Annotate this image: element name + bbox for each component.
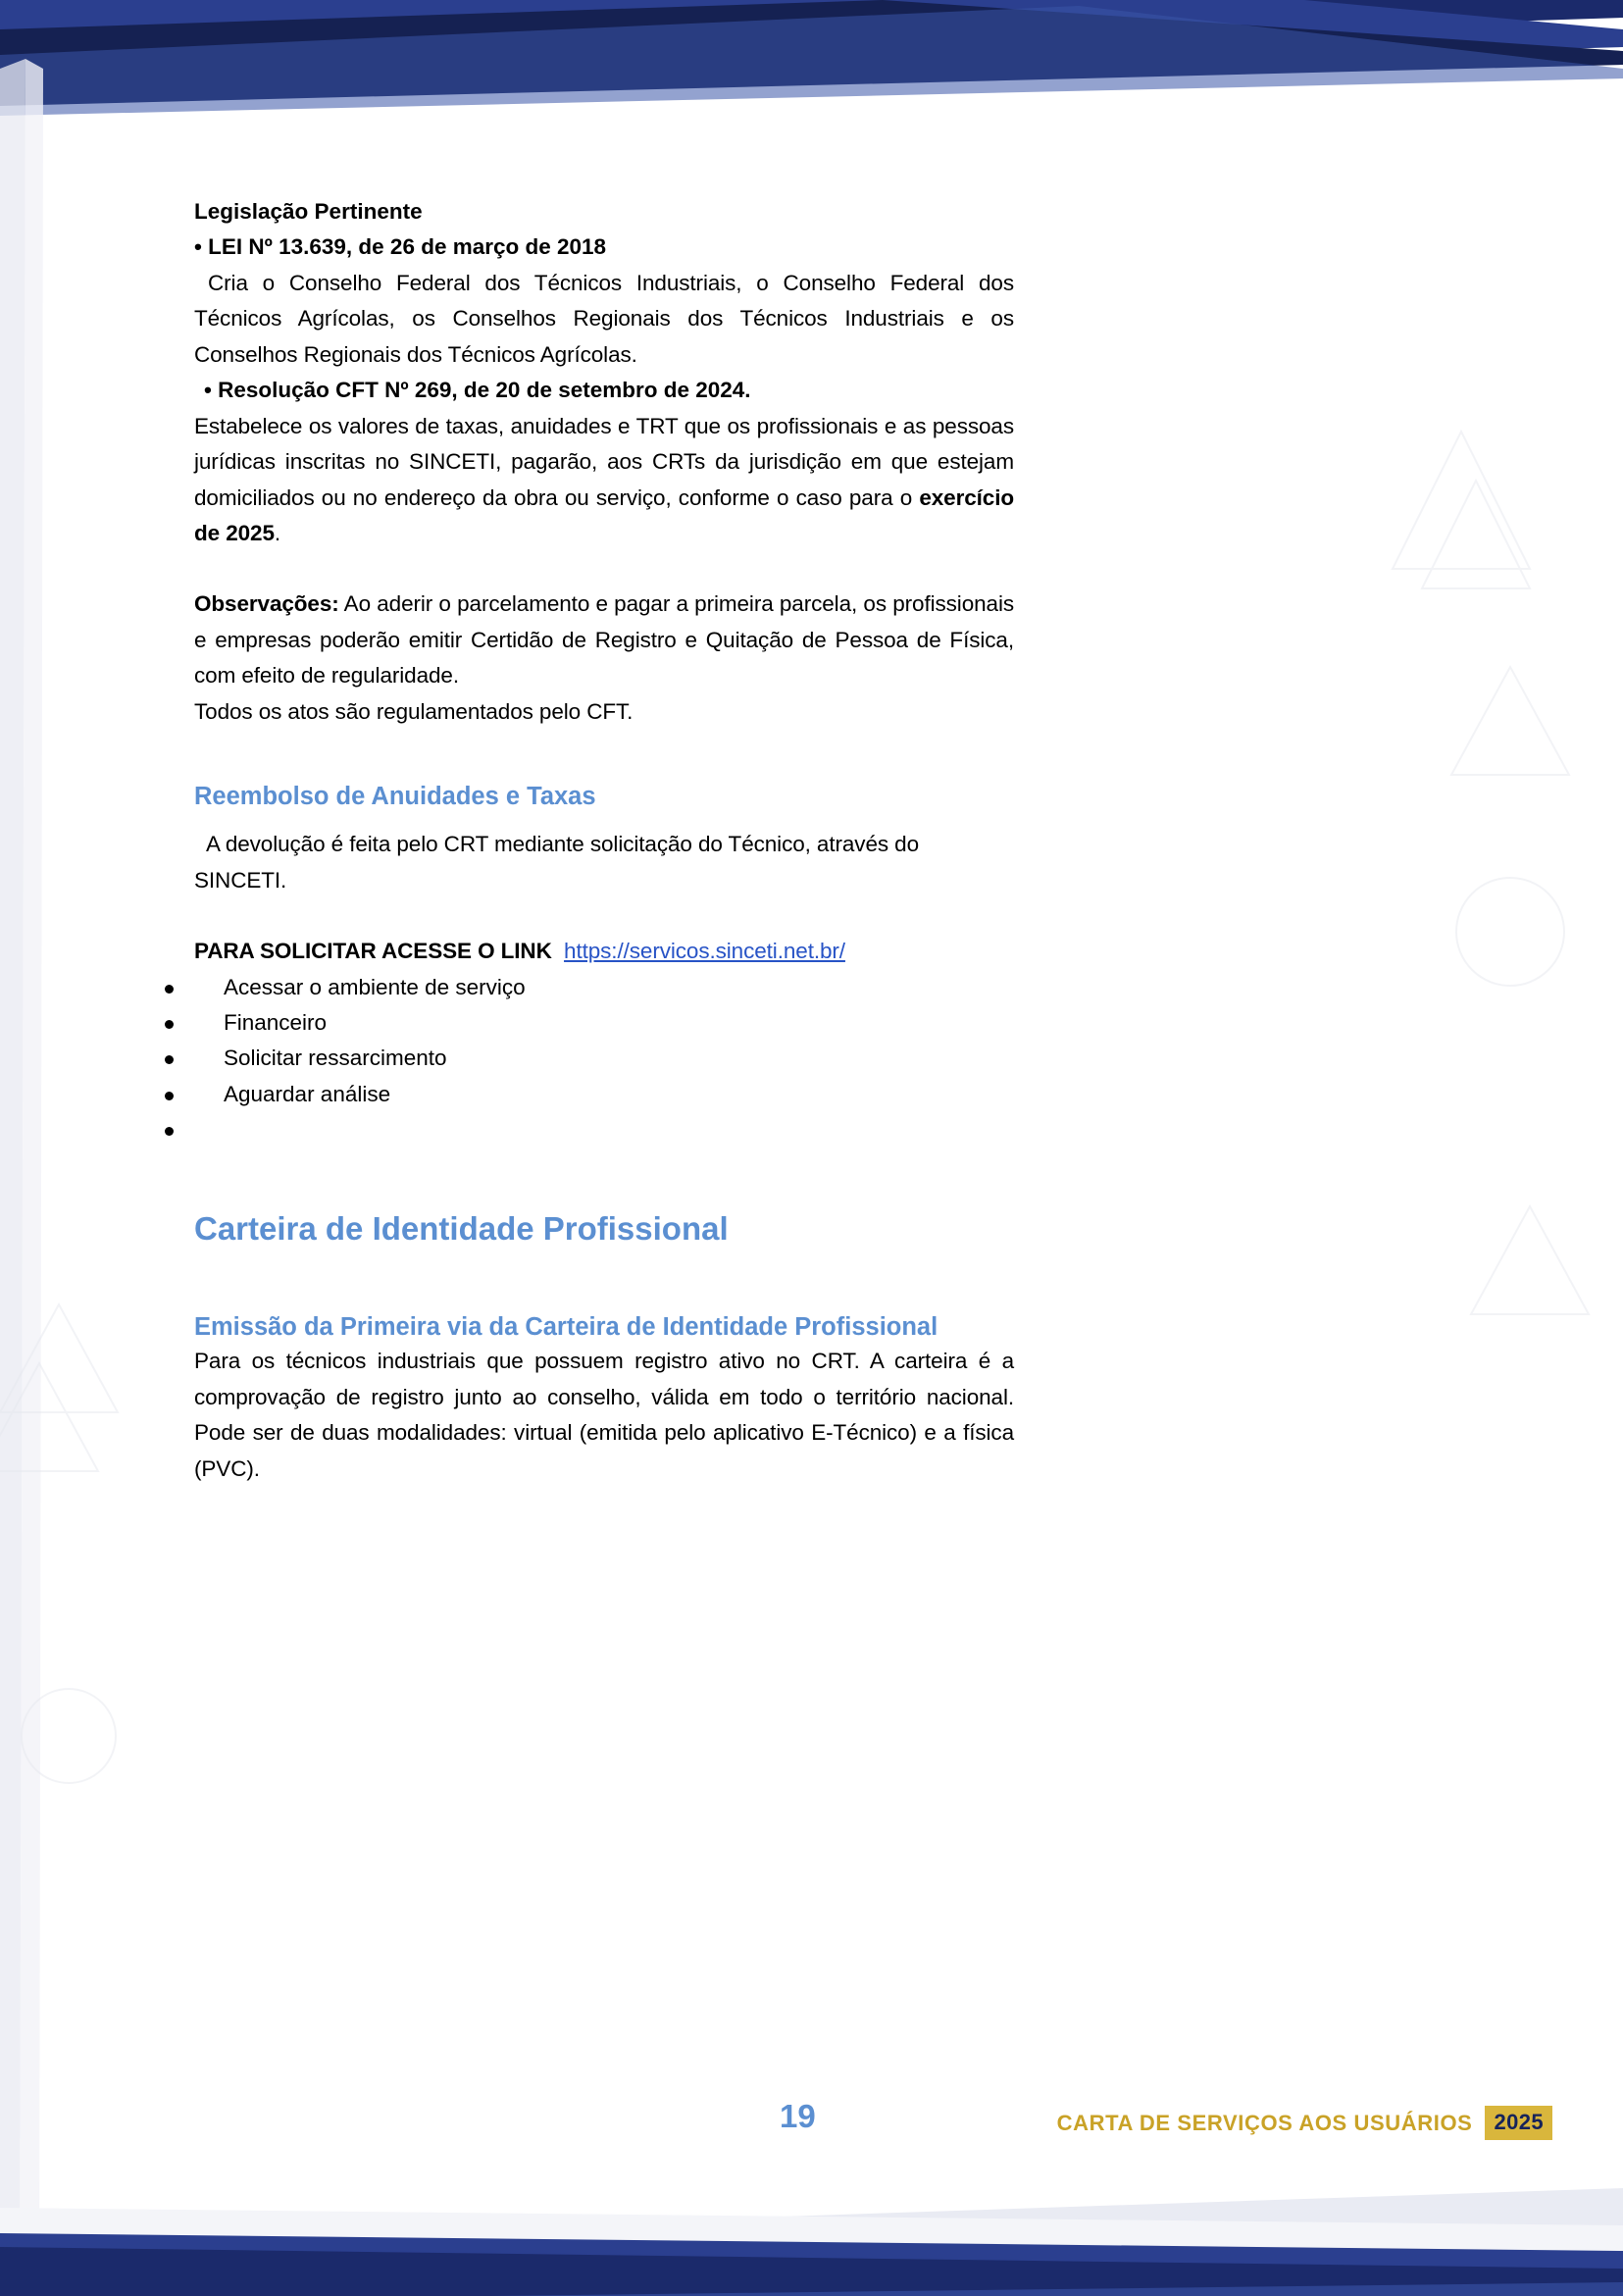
list-item-label: Solicitar ressarcimento — [224, 1046, 447, 1071]
list-item-empty — [165, 1112, 985, 1148]
list-item — [165, 970, 985, 1005]
footer-brand-text: CARTA DE SERVIÇOS AOS USUÁRIOS — [1056, 2110, 1473, 2135]
list-item — [165, 1077, 985, 1112]
sinceti-services-link[interactable]: https://servicos.sinceti.net.br/ — [564, 939, 845, 964]
legislation-item1-title: • LEI Nº 13.639, de 26 de março de 2018 — [194, 234, 607, 260]
bottom-ribbon-decoration — [0, 2149, 1623, 2296]
list-item-label: Aguardar análise — [224, 1081, 391, 1106]
professional-id-heading: Carteira de Identidade Profissional — [194, 1210, 729, 1248]
observations-label: Observações: — [194, 591, 339, 617]
observations-paragraph — [194, 587, 1014, 693]
reimbursement-body: A devolução é feita pelo CRT mediante solicitação do Técnico, através do SINCETI. — [194, 832, 919, 893]
reimbursement-cta-line — [194, 934, 1014, 969]
top-ribbon-decoration — [0, 0, 1623, 118]
list-item — [165, 1005, 985, 1041]
legislation-item2-title: • Resolução CFT Nº 269, de 20 de setembro de 2024. — [204, 378, 751, 403]
professional-id-body: Para os técnicos industriais que possuem registro ativo no CRT. A carteira é a comprovação de registro junto ao conselho, válida em todo o território nacional. Pode ser de duas modalidades: virtual (emitida pelo aplicativo E-Técnico) e a física (PVC). — [194, 1349, 1014, 1481]
page-number: 19 — [780, 2098, 816, 2134]
reimbursement-heading: Reembolso de Anuidades e Taxas — [194, 783, 596, 811]
spacer — [194, 1148, 1014, 1208]
page-content — [194, 194, 1014, 1487]
footer-brand — [1057, 2106, 1552, 2140]
page-footer — [0, 2100, 1623, 2147]
spacer — [194, 551, 1014, 587]
legislation-title: Legislação Pertinente — [194, 199, 423, 224]
legislation-item1-body: Cria o Conselho Federal dos Técnicos Industriais, o Conselho Federal dos Técnicos Agrícolas, os Conselhos Regionais dos Técnicos Industriais e os Conselhos Regionais dos Técnicos Agrícolas. — [194, 270, 1014, 367]
spacer — [194, 1250, 1014, 1311]
legislation-item2-body-start: Estabelece os valores de taxas, anuidades e TRT que os profissionais e as pessoas jurídicas inscritas no SINCETI, pagarão, aos CRTs da jurisdição em que estejam domiciliados ou no endereço da obra ou serviço, conforme o caso para o — [194, 413, 1014, 510]
cta-spacer — [552, 939, 564, 963]
footer-year-badge: 2025 — [1485, 2106, 1552, 2140]
observations-body: Ao aderir o parcelamento e pagar a primeira parcela, os profissionais e empresas poderão emitir Certidão de Registro e Quitação de Pessoa de Física, com efeito de regularidade. — [194, 591, 1014, 689]
list-item — [165, 1041, 985, 1076]
observations-note: Todos os atos são regulamentados pelo CFT. — [194, 698, 634, 724]
legislation-item2-body-end: . — [274, 520, 281, 545]
legislation-item2-body — [194, 409, 1014, 552]
legislation-item2-body-emphasis: exercício de 2025 — [194, 485, 1014, 545]
spacer — [194, 813, 1014, 827]
spacer — [194, 730, 1014, 781]
reimbursement-steps-list — [165, 970, 985, 1148]
professional-id-subheading: Emissão da Primeira via da Carteira de Identidade Profissional — [194, 1313, 938, 1342]
reimbursement-cta-label: PARA SOLICITAR ACESSE O LINK — [194, 939, 552, 964]
spacer — [194, 898, 1014, 934]
list-item-label: Acessar o ambiente de serviço — [224, 974, 526, 999]
list-item-label: Financeiro — [224, 1010, 328, 1036]
